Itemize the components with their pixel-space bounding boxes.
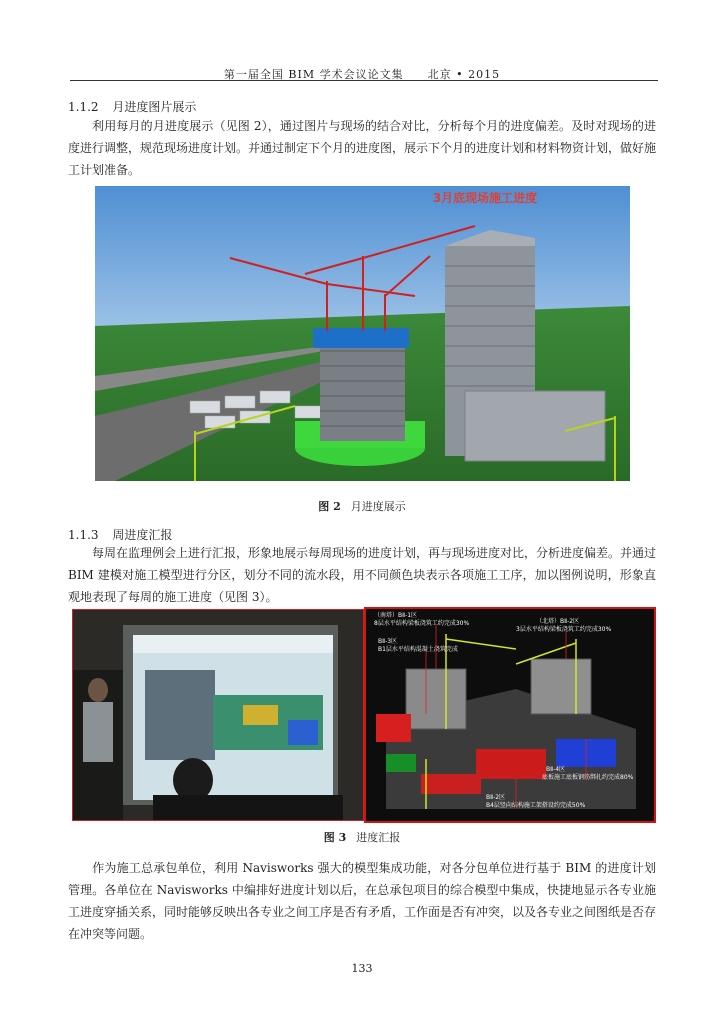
figure-3-caption — [0, 829, 724, 845]
annotation-2-line1: BⅡ-3区 — [378, 638, 398, 645]
figure-2-label: 图 2 — [318, 500, 341, 513]
section-number: 1.1.3 — [68, 528, 99, 542]
annotation-1-line2: 8层水平结构梁板浇筑工约完成30% — [374, 620, 470, 627]
figure-3-caption-text: 进度汇报 — [356, 831, 401, 844]
page-number: 133 — [351, 962, 373, 975]
paragraph-2 — [68, 542, 656, 608]
annotation-4-line2: 底板施工底板钢筋绑扎约完成80% — [542, 774, 634, 781]
section-title: 周进度汇报 — [112, 528, 173, 542]
annotation-1-line1: （南塔）BⅡ-1区 — [374, 612, 418, 619]
figure-3-photo — [72, 609, 364, 821]
paragraph-1 — [68, 115, 656, 181]
annotation-5-line1: BⅡ-2区 — [486, 794, 506, 801]
section-number: 1.1.2 — [68, 100, 99, 114]
figure-2-caption-text: 月进度展示 — [350, 500, 406, 513]
figure-2-overlay-title: 3月底现场施工进度 — [432, 191, 538, 205]
header-rule — [70, 80, 658, 81]
meeting-photo — [73, 610, 363, 820]
figure-3-label: 图 3 — [323, 831, 347, 844]
section-title: 月进度图片展示 — [112, 100, 197, 114]
paragraph-3-text: 作为施工总承包单位，利用 Navisworks 强大的模型集成功能，对各分包单位进行基于 BIM 的进度计划管理。各单位在 Navisworks 中编排好进度计划以后，在总承包项目的综合模型中集成，快捷地显示各专业施工进度穿插关系，同时能够反映出各专业之间工序是否有矛盾，工作面是否有冲突，以及各专业之间图纸是否存在冲突等问题。 — [68, 861, 657, 941]
progress-model-rendering — [366, 609, 654, 821]
annotation-3-line2: 3层水平结构梁板浇筑工约完成30% — [516, 626, 612, 633]
running-header: 第一届全国 BIM 学术会议论文集 北京 • 2015 — [223, 68, 501, 81]
figure-2-caption — [0, 498, 724, 514]
section-heading-1-1-2 — [68, 98, 196, 115]
annotation-2-line2: B1层水平结构混凝土浇筑完成 — [378, 646, 458, 653]
figure-2-image — [95, 186, 630, 481]
paragraph-1-text: 利用每月的月进度展示（见图 2），通过图片与现场的结合对比，分析每个月的进度偏差。及时对现场的进度进行调整，规范现场进度计划。并通过制定下个月的进度图，展示下个月的进度计划和材料物资计划，做好施工计划准备。 — [68, 119, 657, 177]
paragraph-2-text: 每周在监理例会上进行汇报，形象地展示每周现场的进度计划，再与现场进度对比，分析进度偏差。并通过 BIM 建模对施工模型进行分区，划分不同的流水段，用不同颜色块表示各项施工工序，加以图例说明，形象直观地表现了每周的施工进度（见图 3）。 — [68, 546, 657, 604]
site-rendering — [95, 186, 630, 481]
annotation-4-line1: BⅡ-4区 — [546, 766, 566, 773]
annotation-3-line1: （北塔）BⅡ-2区 — [536, 618, 580, 625]
section-heading-1-1-3 — [68, 526, 172, 543]
annotation-5-line2: B4层竖向结构施工架搭设约完成50% — [486, 802, 586, 809]
figure-3-model — [364, 607, 656, 823]
paragraph-3 — [68, 857, 656, 945]
